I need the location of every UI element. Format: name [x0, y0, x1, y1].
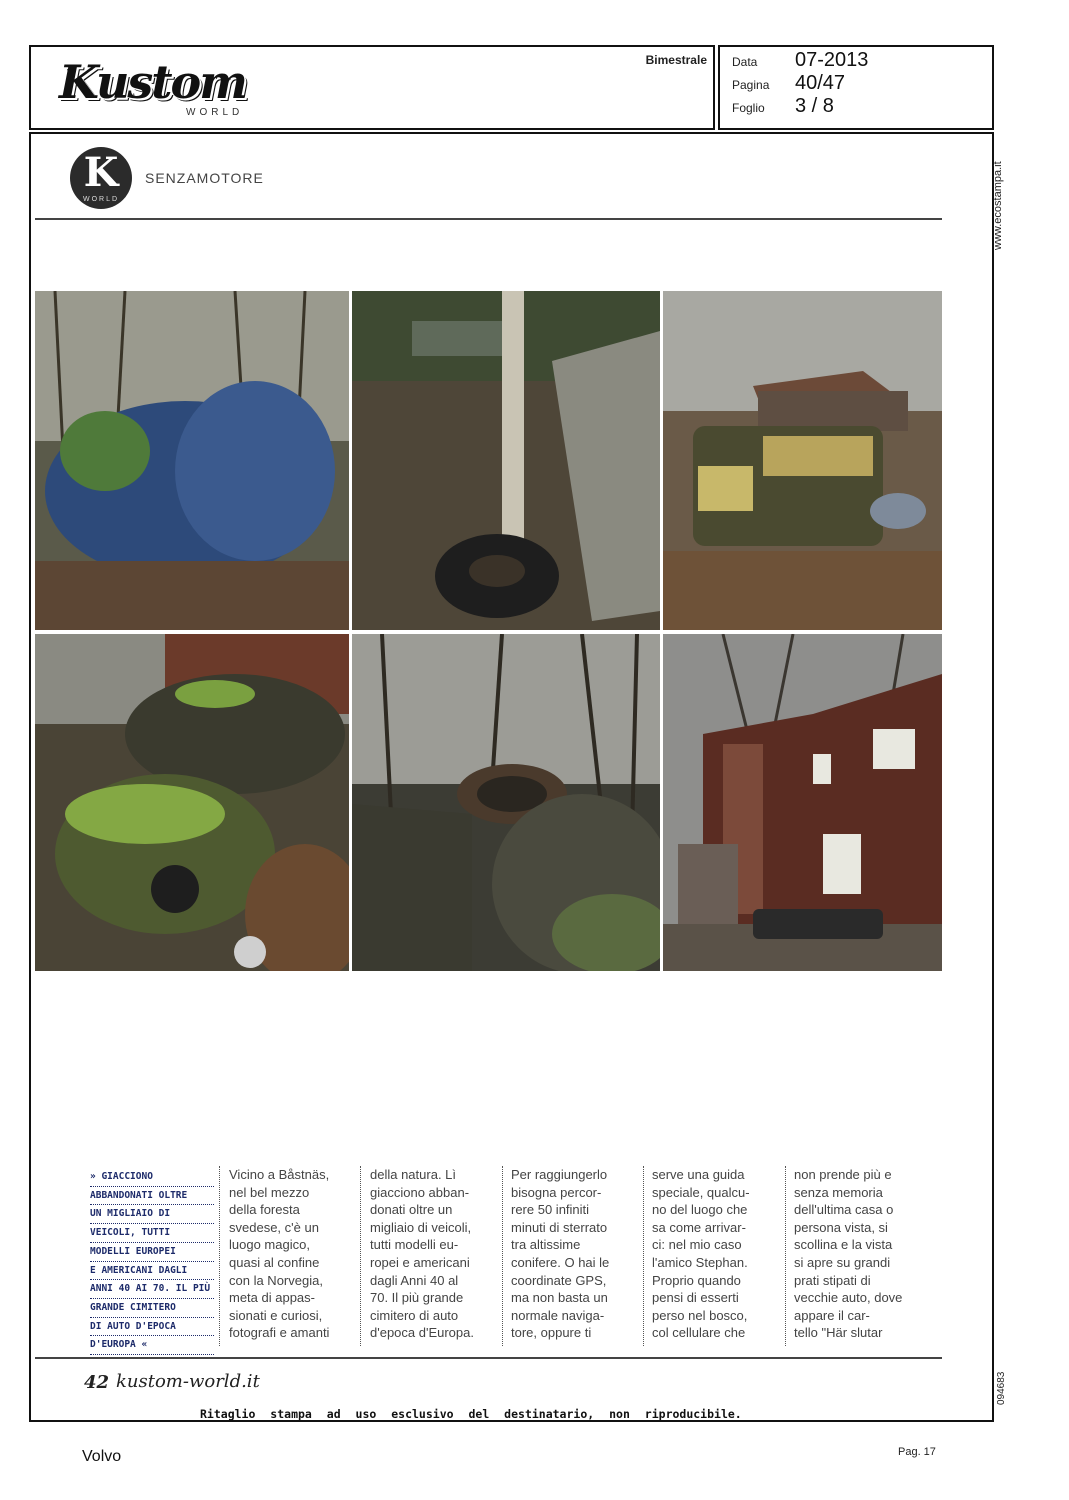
foglio-value: 3 / 8	[795, 95, 834, 117]
article-lead	[90, 1168, 214, 1355]
lead-line: D'EUROPA «	[90, 1336, 214, 1355]
data-label: Data	[732, 55, 758, 69]
photo-blue-beetle	[35, 291, 349, 630]
article-line: nel bel mezzo	[229, 1184, 310, 1200]
article-line: della natura. Lì	[370, 1167, 457, 1182]
article-line: perso nel bosco,	[652, 1307, 748, 1323]
article-line: Proprio quando	[652, 1272, 741, 1288]
section-title: SENZAMOTORE	[145, 170, 264, 186]
logo: Kustom	[59, 55, 246, 109]
article-line: quasi al confine	[229, 1254, 320, 1270]
article-line: Vicino a Båstnäs,	[229, 1167, 330, 1182]
column-divider	[360, 1166, 361, 1346]
article-line: con la Norvegia,	[229, 1272, 323, 1288]
article-line: sionati e curiosi,	[229, 1307, 323, 1323]
footer-rule	[35, 1357, 942, 1359]
column-divider	[502, 1166, 503, 1346]
pagina-value: 40/47	[795, 72, 846, 94]
lead-line: ANNI 40 AI 70. IL PIÙ	[90, 1280, 214, 1299]
data-value: 07-2013	[795, 49, 869, 71]
article-column-5	[794, 1166, 922, 1342]
article-line: senza memoria	[794, 1184, 883, 1200]
photo-yellow-bus	[663, 291, 942, 630]
article-line: tello "Här slutar	[794, 1325, 883, 1341]
lead-line: UN MIGLIAIO DI	[90, 1205, 214, 1224]
footer-page: Pag. 17	[898, 1446, 936, 1458]
column-divider	[785, 1166, 786, 1346]
side-url: www.ecostampa.it	[992, 161, 1004, 250]
clipping-notice: Ritaglio stampa ad uso esclusivo del destinatario, non riproducibile.	[200, 1407, 742, 1421]
header-rule	[35, 218, 942, 220]
article-line: si apre su grandi	[794, 1254, 891, 1270]
article-line: della foresta	[229, 1202, 300, 1218]
logo-subtitle: WORLD	[186, 107, 244, 118]
lead-line: ABBANDONATI OLTRE	[90, 1187, 214, 1206]
footer-client: Volvo	[82, 1448, 122, 1465]
article-line: minuti di sterrato	[511, 1219, 608, 1235]
article-line: col cellulare che	[652, 1325, 746, 1341]
badge-subtitle: WORLD	[82, 196, 120, 203]
article-column-2	[370, 1166, 498, 1342]
article-line: appare il car-	[794, 1307, 870, 1323]
column-divider	[643, 1166, 644, 1346]
section-badge	[70, 147, 132, 209]
article-line: bisogna percor-	[511, 1184, 602, 1200]
article-line: ropei e americani	[370, 1254, 470, 1270]
lead-line: E AMERICANI DAGLI	[90, 1262, 214, 1281]
article-column-3	[511, 1166, 639, 1342]
article-line: speciale, qualcu-	[652, 1184, 750, 1200]
article-line: no del luogo che	[652, 1202, 748, 1218]
article-line: coordinate GPS,	[511, 1272, 607, 1288]
article-line: d'epoca d'Europa.	[370, 1325, 474, 1341]
lead-line: » GIACCIONO	[90, 1168, 214, 1187]
article-line: cimitero di auto	[370, 1307, 459, 1323]
photo-tree-tire	[352, 291, 660, 630]
badge-letter: K	[83, 149, 119, 196]
article-line: migliaio di veicoli,	[370, 1219, 472, 1235]
article-line: scollina e la vista	[794, 1237, 893, 1253]
article-line: tutti modelli eu-	[370, 1237, 459, 1253]
article-line: Per raggiungerlo	[511, 1167, 608, 1182]
lead-line: MODELLI EUROPEI	[90, 1243, 214, 1262]
article-line: conifere. O hai le	[511, 1254, 610, 1270]
lead-line: DI AUTO D'EPOCA	[90, 1318, 214, 1337]
article-line: fotografi e amanti	[229, 1325, 330, 1341]
column-divider	[219, 1166, 220, 1346]
article-line: sa come arrivar-	[652, 1219, 746, 1235]
article-line: donati oltre un	[370, 1202, 453, 1218]
photo-red-house	[663, 634, 942, 971]
article-column-1	[229, 1166, 357, 1342]
article-line: dagli Anni 40 al	[370, 1272, 459, 1288]
lead-line: VEICOLI, TUTTI	[90, 1224, 214, 1243]
foglio-label: Foglio	[732, 101, 765, 115]
pagina-label: Pagina	[732, 78, 770, 92]
article-line: luogo magico,	[229, 1237, 310, 1253]
article-line: meta di appas-	[229, 1290, 315, 1306]
article-line: l'amico Stephan.	[652, 1254, 748, 1270]
site-url: kustom-world.it	[116, 1371, 260, 1392]
photo-rusted-beetle	[352, 634, 660, 971]
article-line: tore, oppure ti	[511, 1325, 592, 1341]
article-line: ci: nel mio caso	[652, 1237, 742, 1253]
masthead	[29, 45, 715, 130]
article-line: persona vista, si	[794, 1219, 888, 1235]
article-line: vecchie auto, dove	[794, 1290, 903, 1306]
article-line: giacciono abban-	[370, 1184, 470, 1200]
article-line: non prende più e	[794, 1167, 892, 1182]
article-line: prati stipati di	[794, 1272, 871, 1288]
lead-line: GRANDE CIMITERO	[90, 1299, 214, 1318]
periodicity: Bimestrale	[645, 53, 707, 67]
article-line: svedese, c'è un	[229, 1219, 319, 1235]
article-line: normale naviga-	[511, 1307, 605, 1323]
article-line: rere 50 infiniti	[511, 1202, 590, 1218]
article-line: dell'ultima casa o	[794, 1202, 894, 1218]
page-number: 42	[84, 1372, 110, 1393]
photo-mossy-beetle	[35, 634, 349, 971]
article-line: ma non basta un	[511, 1290, 608, 1306]
article-line: pensi di esserti	[652, 1290, 739, 1306]
article-column-4	[652, 1166, 780, 1342]
article-line: serve una guida	[652, 1167, 745, 1182]
article-line: tra altissime	[511, 1237, 581, 1253]
issue-info-box	[718, 45, 994, 130]
article-line: 70. Il più grande	[370, 1290, 464, 1306]
